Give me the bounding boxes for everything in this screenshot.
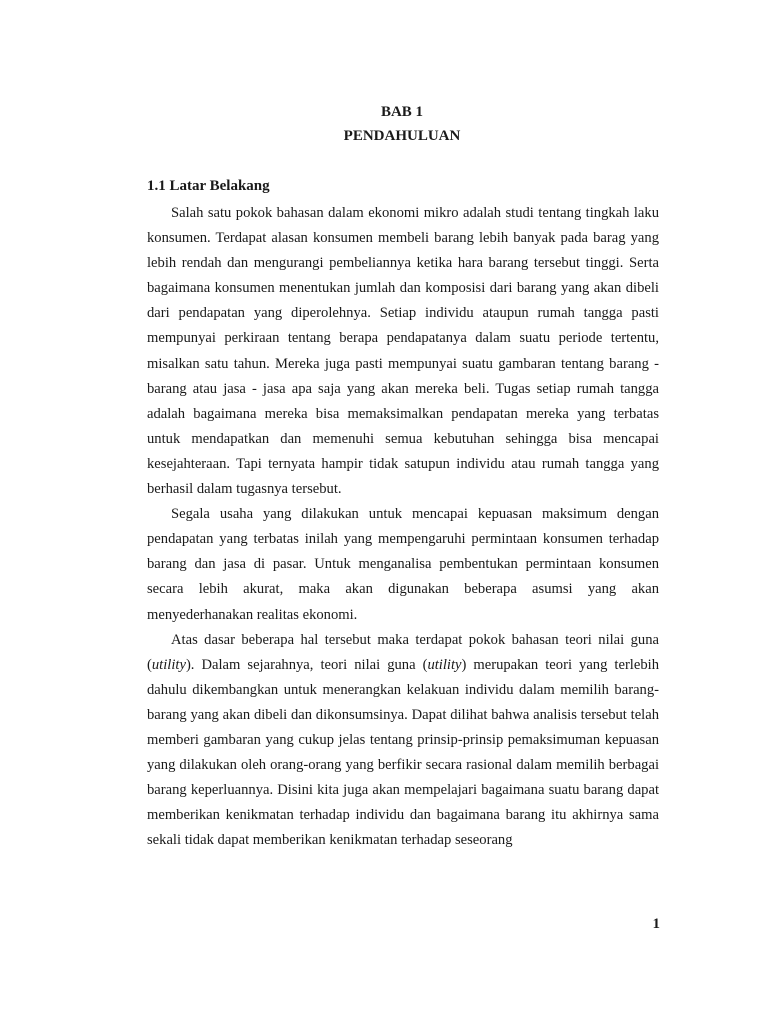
paragraph-3-part-1: Atas dasar beberapa hal tersebut maka terdapat pokok bahasan teori nilai guna ( — [147, 631, 659, 673]
paragraph-3-part-2: ). Dalam sejarahnya, teori nilai guna ( — [185, 656, 428, 673]
page-number: 1 — [652, 916, 660, 932]
chapter-title: PENDAHULUAN — [343, 128, 461, 144]
utility-term: utility — [151, 656, 186, 673]
utility-term: utility — [427, 656, 462, 673]
section-heading: 1.1 Latar Belakang — [147, 178, 270, 194]
paragraph-3-part-3: ) merupakan teori yang terlebih dahulu dikembangkan untuk menerangkan kelakuan individu dalam memilih barang-barang yang akan dibeli dan dikonsumsinya. Dapat dilihat bahwa analisis tersebut telah memberi gambaran yang cukup jelas tentang prinsip-prinsip pemaksimuman kepuasan yang dilakukan oleh orang-orang yang berfikir secara rasional dalam memilih berbagai barang keperluannya. Disini kita juga akan mempelajari bagaimana suatu barang dapat memberikan kenikmatan terhadap individu dan bagaimana barang itu akhirnya sama sekali tidak dapat memberikan kenikmatan terhadap seseorang — [147, 656, 659, 849]
chapter-number: BAB 1 — [380, 104, 424, 120]
paragraph-3 — [147, 628, 659, 854]
paragraph-2: Segala usaha yang dilakukan untuk mencapai kepuasan maksimum dengan pendapatan yang terbatas inilah yang mempengaruhi permintaan konsumen terhadap barang dan jasa di pasar. Untuk menganalisa pembentukan permintaan konsumen secara lebih akurat, maka akan digunakan beberapa asumsi yang akan menyederhanakan realitas ekonomi. — [147, 506, 659, 623]
paragraph-1: Salah satu pokok bahasan dalam ekonomi mikro adalah studi tentang tingkah laku konsumen. Terdapat alasan konsumen membeli barang lebih banyak pada barag yang lebih rendah dan mengurangi pembeliannya ketika hara barang tersebut tinggi. Serta bagaimana konsumen menentukan jumlah dan komposisi dari barang yang akan dibeli dari pendapatan yang diperolehnya. Setiap individu ataupun rumah tangga pasti mempunyai perkiraan tentang berapa pendapatanya dalam suatu periode tertentu, misalkan satu tahun. Mereka juga pasti mempunyai suatu gambaran tentang barang - barang atau jasa - jasa apa saja yang akan mereka beli. Tugas setiap rumah tangga adalah bagaimana mereka bisa memaksimalkan pendapatan mereka yang terbatas untuk mendapatkan dan memenuhi semua kebutuhan sehingga bisa mencapai kesejahteraan. Tapi ternyata hampir tidak satupun individu atau rumah tangga yang berhasil dalam tugasnya tersebut. — [147, 205, 659, 498]
body-text — [147, 201, 659, 853]
